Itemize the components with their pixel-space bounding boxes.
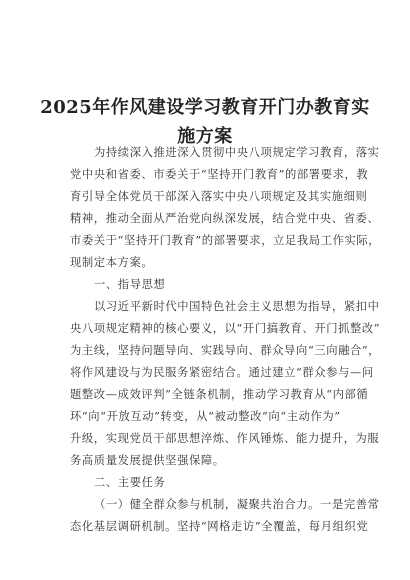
intro-line: 精神，推动全面从严治党向纵深发展，结合党中央、省委、	[70, 212, 380, 225]
section-1-line: 央八项规定精神的核心要义，以“开门搞教育、开门抓整改”	[70, 322, 381, 335]
intro-line: 现制定本方案。	[70, 256, 154, 269]
intro-line: 育引导全体党员干部深入落实中央八项规定及其实施细则	[70, 190, 368, 203]
intro-line: 党中央和省委、市委关于“坚持开门教育”的部署要求，教	[70, 168, 369, 181]
section-2-line: 态化基层调研机制。坚持“网格走访”全覆盖，每月组织党	[70, 520, 369, 533]
section-1-line: 环”向“开放互动”转变，从“被动整改”向“主动作为”	[70, 410, 341, 423]
section-1-line: 务高质量发展提供坚强保障。	[70, 454, 225, 467]
section-1-line: 以习近平新时代中国特色社会主义思想为指导，紧扣中	[94, 300, 380, 313]
intro-line: 为持续深入推进深入贯彻中央八项规定学习教育，落实	[94, 146, 380, 159]
document-title-line-1: 2025年作风建设学习教育开门办教育实	[40, 97, 370, 118]
section-1-line: 题整改—成效评判”全链条机制，推动学习教育从“内部循	[70, 388, 369, 401]
section-1-heading: 一、指导思想	[94, 278, 166, 291]
intro-line: 市委关于“坚持开门教育”的部署要求，立足我局工作实际，	[70, 234, 381, 247]
section-2-line: （一）健全群众参与机制，凝聚共治合力。一是完善常	[94, 498, 380, 511]
section-2-heading: 二、主要任务	[94, 476, 166, 489]
section-1-line: 为主线，坚持问题导向、实践导向、群众导向“三向融合”，	[70, 344, 381, 357]
section-1-line: 将作风建设与为民服务紧密结合。通过建立“群众参与—问	[70, 366, 374, 379]
section-1-line: 升级，实现党员干部思想淬炼、作风锤炼、能力提升，为服	[70, 432, 380, 445]
document-title-line-2: 施方案	[177, 126, 233, 147]
